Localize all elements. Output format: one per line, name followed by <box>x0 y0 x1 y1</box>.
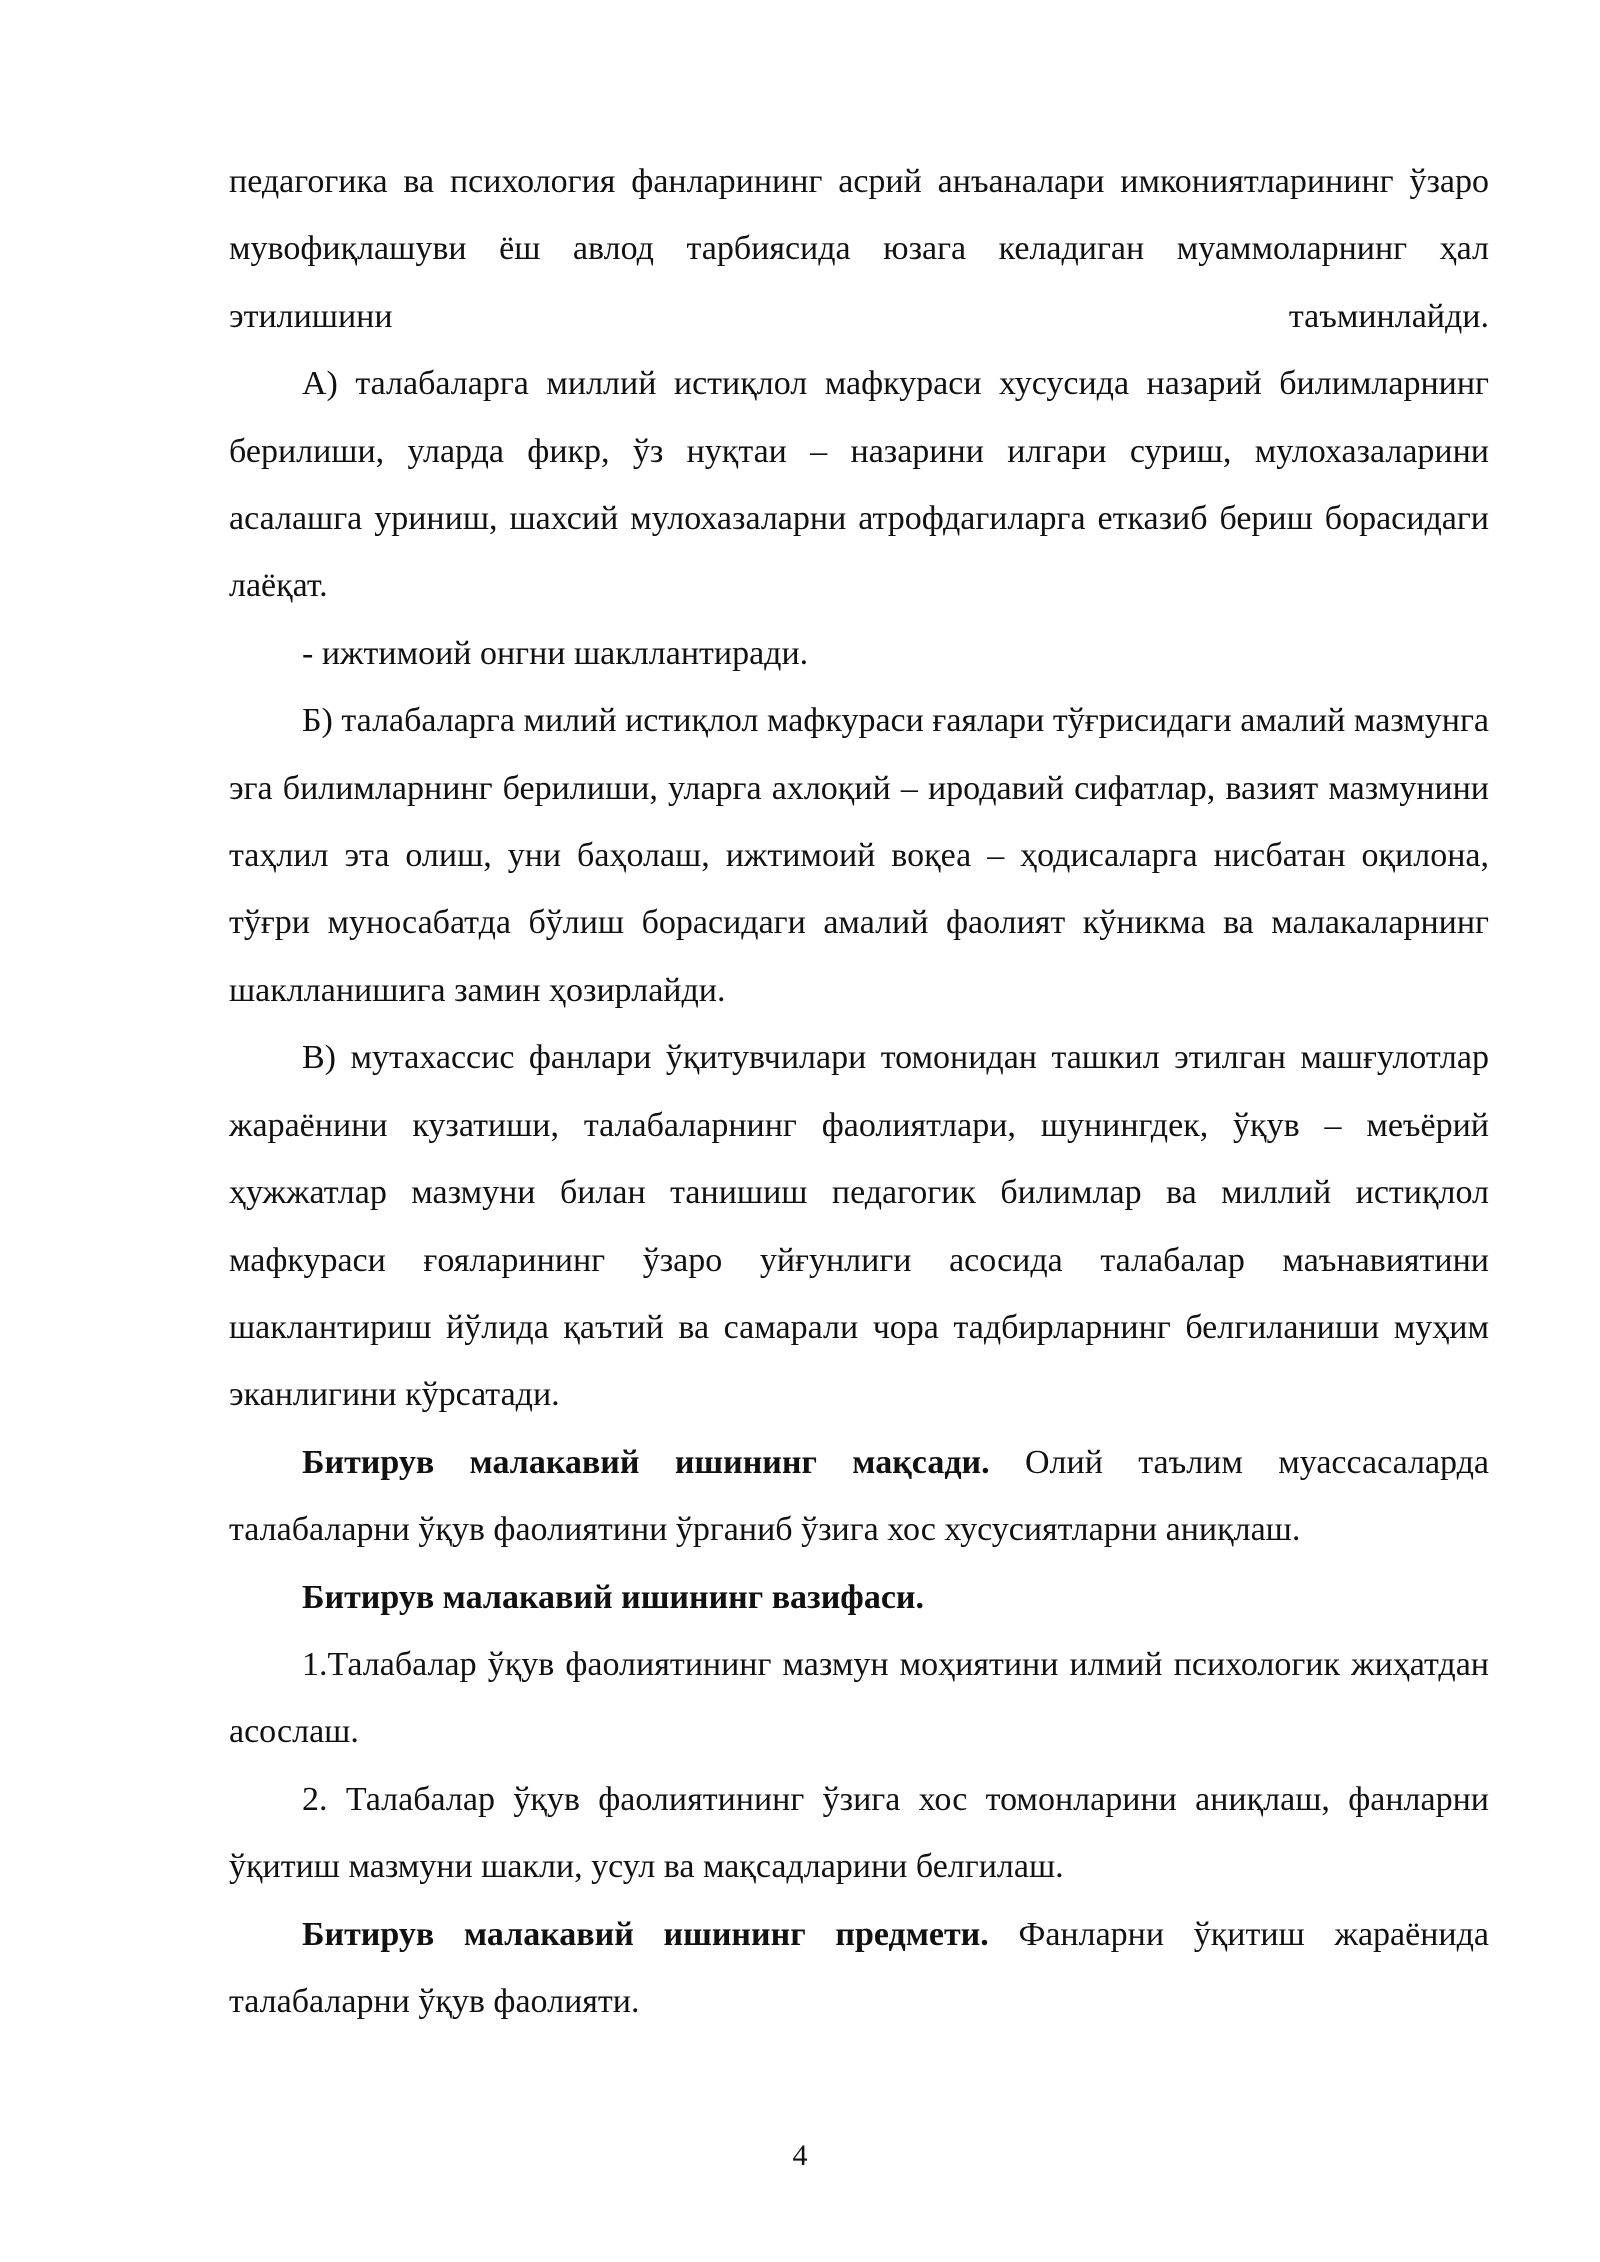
paragraph-intro-continuation: педагогика ва психология фанларининг асрий анъаналари имкониятларининг ўзаро мувофиқлашуви ёш авлод тарбиясида юзага келадиган муаммоларнинг ҳал этилишини таъминлайди. <box>229 163 1489 335</box>
paragraph-purpose <box>229 1429 1489 1564</box>
paragraph-item-a: А) талабаларга миллий истиқлол мафкураси хусусида назарий билимларнинг берилиши, уларда фикр, ўз нуқтаи – назарини илгари суриш, мулохазаларини асалашга уриниш, шахсий мулохазаларни атрофдагиларга етказиб бериш борасидаги лаёқат. <box>229 365 1489 605</box>
document-body <box>229 148 1489 2035</box>
paragraph-item-b: Б) талабаларга милий истиқлол мафкураси ғаялари тўғрисидаги амалий мазмунга эга билимларнинг берилиши, уларга ахлоқий – иродавий сифатлар, вазият мазмунини таҳлил эта олиш, уни баҳолаш, ижтимоий воқеа – ҳодисаларга нисбатан оқилона, тўғри муносабатда бўлиш борасидаги амалий фаолият кўникма ва малакаларнинг шаклланишига замин ҳозирлайди. <box>229 702 1489 1009</box>
paragraph-task-1: 1.Талабалар ўқув фаолиятининг мазмун моҳиятини илмий психологик жиҳатдан асослаш. <box>229 1645 1489 1751</box>
page-number: 4 <box>792 2139 808 2172</box>
subject-text: Фанларни ўқитиш жараёнида талабаларни ўқув фаолияти. <box>229 1915 1490 2020</box>
paragraph-item-v: В) мутахассис фанлари ўқитувчилари томонидан ташкил этилган машғулотлар жараёнини кузатиши, талабаларнинг фаолиятлари, шунингдек, ўқув – меъёрий ҳужжатлар мазмуни билан танишиш педагогик билимлар ва миллий истиқлол мафкураси ғояларининг ўзаро уйғунлиги асосида талабалар маънавиятини шаклантириш йўлида қаътий ва самарали чора тадбирларнинг белгиланиши муҳим эканлигини кўрсатади. <box>229 1039 1489 1414</box>
paragraph-subject <box>229 1901 1489 2036</box>
purpose-text: Олий таълим муассасаларда талабаларни ўқув фаолиятини ўрганиб ўзига хос хусусиятларни аниқлаш. <box>229 1443 1489 1549</box>
heading-subject: Битирув малакавий ишининг предмети. <box>302 1915 989 1953</box>
paragraph-tasks-heading <box>229 1564 1489 1631</box>
paragraph-social-consciousness: - ижтимоий онгни шакллантиради. <box>302 634 809 672</box>
heading-purpose: Битирув малакавий ишининг мақсади. <box>302 1443 990 1481</box>
paragraph-task-2: 2. Талабалар ўқув фаолиятининг ўзига хос томонларини аниқлаш, фанларни ўқитиш мазмуни шакли, усул ва мақсадларини белгилаш. <box>229 1780 1489 1886</box>
heading-tasks: Битирув малакавий ишининг вазифаси. <box>302 1578 925 1616</box>
